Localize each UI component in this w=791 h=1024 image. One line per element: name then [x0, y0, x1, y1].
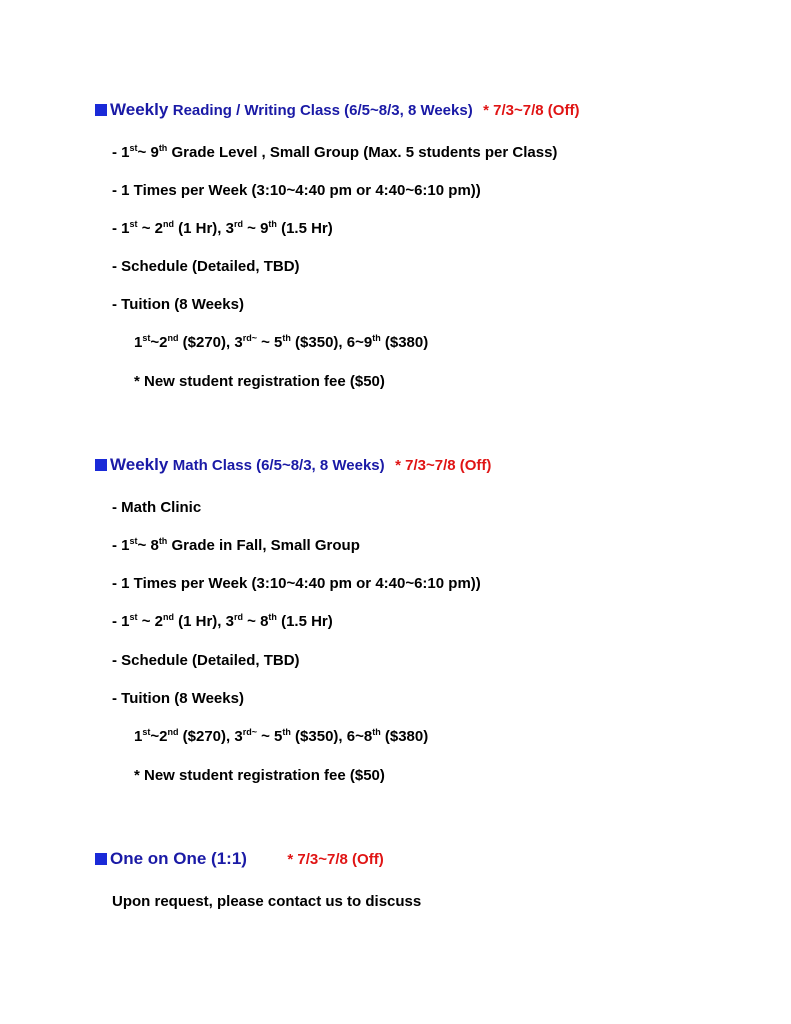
math-tuition-label: - Tuition (8 Weeks): [112, 690, 244, 707]
math-hours-line: - 1st ~ 2nd (1 Hr), 3rd ~ 8th (1.5 Hr): [112, 612, 333, 630]
math-title-rest: Math Class (6/5~8/3, 8 Weeks): [172, 457, 385, 474]
math-clinic-line: - Math Clinic: [112, 499, 202, 516]
reading-class-title: [95, 100, 579, 120]
reading-title-weekly: Weekly: [110, 100, 169, 119]
reading-fee-line: * New student registration fee ($50): [134, 373, 385, 390]
reading-times-line: - 1 Times per Week (3:10~4:40 pm or 4:40~6:10 pm)): [112, 182, 481, 199]
math-title-weekly: Weekly: [110, 455, 169, 474]
math-fee-line: * New student registration fee ($50): [134, 767, 385, 784]
reading-grade-line: - 1st~ 9th Grade Level , Small Group (Max. 5 students per Class): [112, 143, 558, 161]
reading-off-note: * 7/3~7/8 (Off): [483, 102, 580, 119]
oneonone-title: [95, 849, 384, 869]
bullet-square-icon: [95, 853, 107, 865]
oneonone-note-line: Upon request, please contact us to discuss: [112, 893, 422, 910]
math-class-title: [95, 455, 491, 475]
reading-title-rest: Reading / Writing Class (6/5~8/3, 8 Weeks): [172, 102, 473, 119]
math-schedule-line: - Schedule (Detailed, TBD): [112, 652, 300, 669]
oneonone-off-note: * 7/3~7/8 (Off): [287, 851, 384, 868]
math-times-line: - 1 Times per Week (3:10~4:40 pm or 4:40~6:10 pm)): [112, 575, 481, 592]
bullet-square-icon: [95, 459, 107, 471]
reading-schedule-line: - Schedule (Detailed, TBD): [112, 258, 300, 275]
reading-tuition-line: 1st~2nd ($270), $3^{rd\sim}$ ~ 5th ($350), 6~9th ($380): [134, 333, 429, 351]
math-tuition-line: 1st~2nd ($270), $3^{rd\sim}$ ~ 5th ($350), 6~8th ($380): [134, 727, 429, 745]
bullet-square-icon: [95, 104, 107, 116]
reading-hours-line: - 1st ~ 2nd (1 Hr), 3rd ~ 9th (1.5 Hr): [112, 219, 333, 237]
reading-tuition-label: - Tuition (8 Weeks): [112, 296, 244, 313]
oneonone-title-text: One on One (1:1): [110, 849, 247, 868]
math-off-note: * 7/3~7/8 (Off): [395, 457, 492, 474]
math-grade-line: - 1st~ 8th Grade in Fall, Small Group: [112, 536, 360, 554]
